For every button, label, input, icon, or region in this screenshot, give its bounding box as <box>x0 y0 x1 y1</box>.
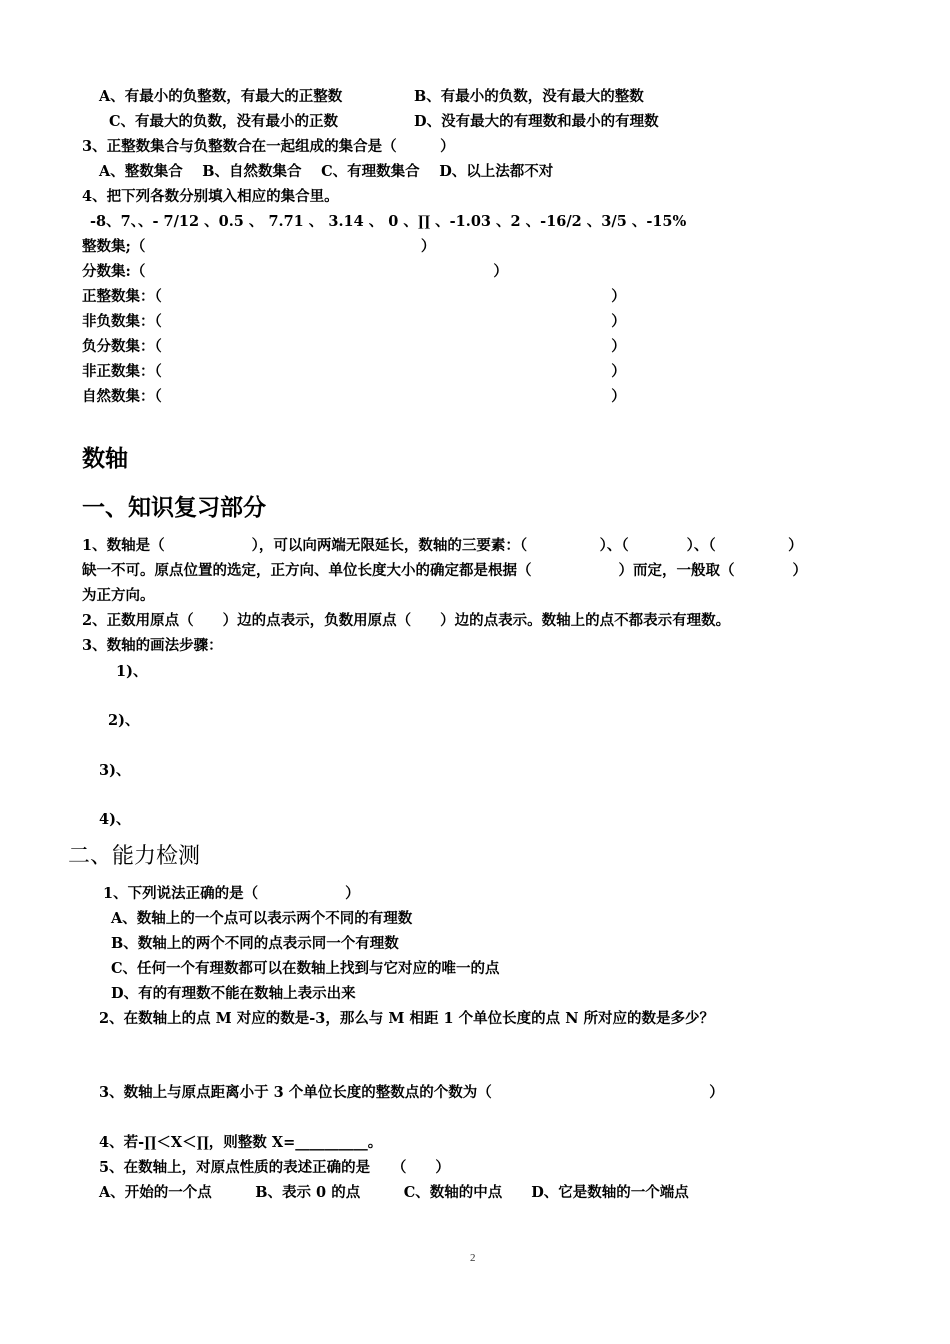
q2-option-c: C、有最大的负数，没有最小的正数 <box>109 113 339 130</box>
q3-stem: 3、正整数集合与负整数合在一起组成的集合是（ ） <box>82 138 455 155</box>
t1-stem: 1、下列说法正确的是（ ） <box>103 885 360 902</box>
q4-stem: 4、把下列各数分别填入相应的集合里。 <box>82 188 339 205</box>
set-integers: 整数集;（ ） <box>82 238 436 255</box>
t5-options: A、开始的一个点 B、表示 0 的点 C、数轴的中点 D、它是数轴的一个端点 <box>99 1184 689 1201</box>
section1-heading: 一、知识复习部分 <box>82 495 266 521</box>
nl-q1-line1: 1、数轴是（ ），可以向两端无限延长，数轴的三要素：（ ）、（ ）、（ ） <box>82 537 803 554</box>
q2-option-b: B、有最小的负数，没有最大的整数 <box>414 88 644 105</box>
t1-option-c: C、任何一个有理数都可以在数轴上找到与它对应的唯一的点 <box>111 960 500 977</box>
nl-q2: 2、正数用原点（ ）边的点表示，负数用原点（ ）边的点表示。数轴上的点不都表示有理数。 <box>82 612 731 629</box>
set-natural: 自然数集：（ ） <box>82 388 626 405</box>
q4-numbers: -8、7、、- 7/12 、0.5 、 7.71 、 3.14 、 0 、∏ 、-1.03 、2 、-16/2 、3/5 、-15% <box>90 213 687 230</box>
t1-option-b: B、数轴上的两个不同的点表示同一个有理数 <box>111 935 399 952</box>
set-non-positive: 非正数集：（ ） <box>82 363 626 380</box>
t5-stem: 5、在数轴上，对原点性质的表述正确的是 （ ） <box>99 1159 450 1176</box>
q2-option-a: A、有最小的负整数，有最大的正整数 <box>99 88 343 105</box>
page-number: 2 <box>470 1252 476 1264</box>
set-non-negative: 非负数集：（ ） <box>82 313 626 330</box>
numberline-title: 数轴 <box>82 446 128 472</box>
set-negative-fractions: 负分数集：（ ） <box>82 338 626 355</box>
section2-heading: 二、能力检测 <box>68 844 201 869</box>
t1-option-d: D、有的有理数不能在数轴上表示出来 <box>111 985 356 1002</box>
nl-q3: 3、数轴的画法步骤： <box>82 637 223 654</box>
set-fractions: 分数集:（ ） <box>82 263 508 280</box>
t2: 2、在数轴上的点 M 对应的数是-3，那么与 M 相距 1 个单位长度的点 N 所对应的数是多少？ <box>99 1010 715 1027</box>
step-3: 3)、 <box>99 762 131 779</box>
step-4: 4)、 <box>99 811 131 828</box>
nl-q1-line3: 为正方向。 <box>82 587 155 604</box>
nl-q1-line2: 缺一不可。原点位置的选定，正方向、单位长度大小的确定都是根据（ ）而定，一般取（ ） <box>82 562 807 579</box>
t4: 4、若-∏＜X＜∏，则整数 X=__________。 <box>99 1134 383 1151</box>
q3-options: A、整数集合 B、自然数集合 C、有理数集合 D、以上法都不对 <box>99 163 554 180</box>
t1-option-a: A、数轴上的一个点可以表示两个不同的有理数 <box>111 910 413 927</box>
set-positive-integers: 正整数集：（ ） <box>82 288 626 305</box>
step-2: 2)、 <box>108 712 140 729</box>
t3: 3、数轴上与原点距离小于 3 个单位长度的整数点的个数为（ ） <box>99 1084 724 1101</box>
q2-option-d: D、没有最大的有理数和最小的有理数 <box>414 113 659 130</box>
step-1: 1)、 <box>116 663 148 680</box>
